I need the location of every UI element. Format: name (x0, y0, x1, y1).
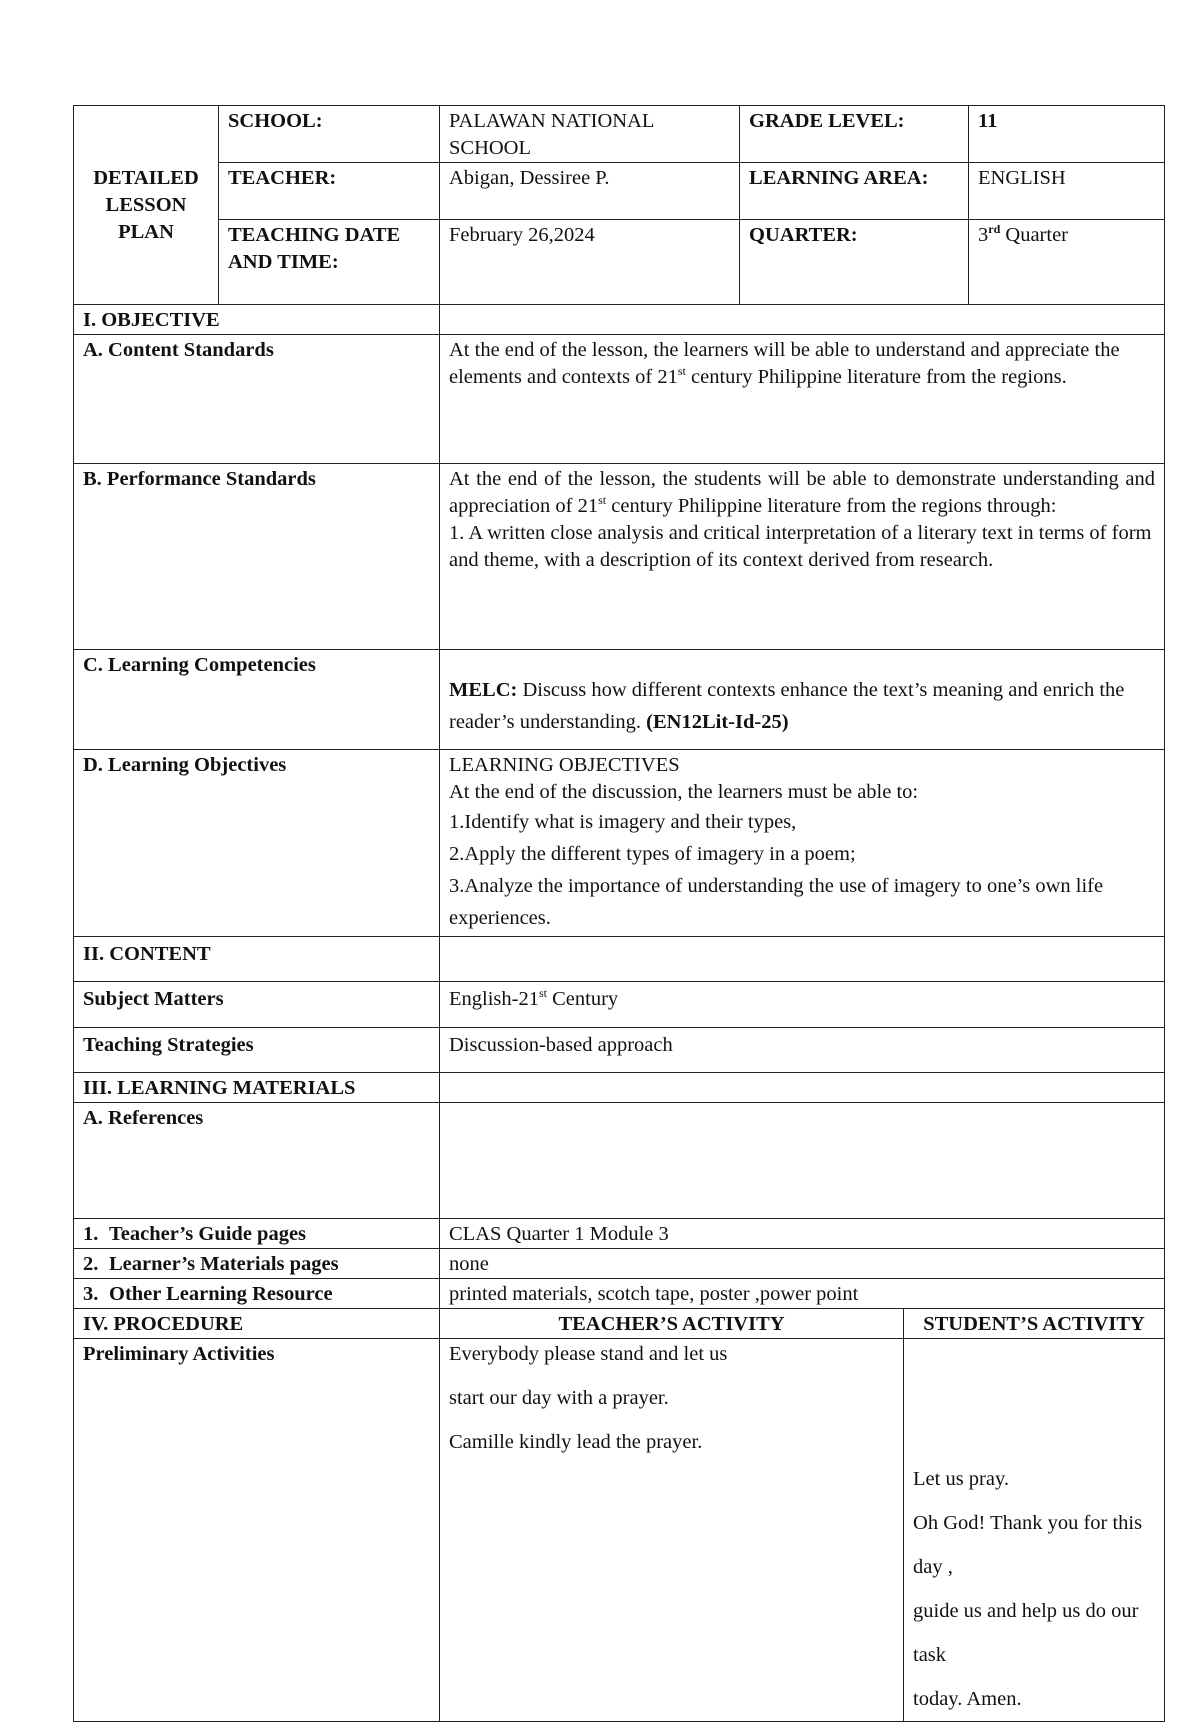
grade-value: 11 (969, 106, 1165, 163)
teacher-line: Camille kindly lead the prayer. (449, 1431, 703, 1453)
date-label: TEACHING DATE AND TIME: (219, 220, 440, 305)
competencies-text: MELC: Discuss how different contexts enhance the text’s meaning and enrich the reader’s understanding. (EN12Lit-Id-25) (440, 650, 1165, 750)
content-standards-text: At the end of the lesson, the learners will be able to understand and appreciate the elements and contexts of 21st century Philippine literature from the regions. (440, 335, 1165, 464)
references-label: A. References (74, 1103, 440, 1219)
date-value: February 26,2024 (440, 220, 740, 305)
objectives-label: D. Learning Objectives (74, 750, 440, 937)
lesson-plan-page (73, 105, 1164, 1722)
subject-label: Subject Matters (74, 982, 440, 1028)
competencies-label: C. Learning Competencies (74, 650, 440, 750)
other-resource-label: 3. Other Learning Resource (74, 1279, 440, 1309)
objective-heading-blank (440, 305, 1165, 335)
teacher-line: Everybody please stand and let us (449, 1343, 728, 1365)
area-value: ENGLISH (969, 163, 1165, 220)
area-label: LEARNING AREA: (740, 163, 969, 220)
quarter-value: 3rd Quarter (969, 220, 1165, 305)
lesson-plan-table (73, 105, 1165, 1722)
learners-materials-label: 2. Learner’s Materials pages (74, 1249, 440, 1279)
objective-item: 3.Analyze the importance of understanding the use of imagery to one’s own life experiences. (449, 875, 1104, 929)
preliminary-activities-label: Preliminary Activities (74, 1339, 440, 1722)
procedure-heading: IV. PROCEDURE (74, 1309, 440, 1339)
teacher-line: start our day with a prayer. (449, 1387, 669, 1409)
materials-heading-blank (440, 1073, 1165, 1103)
student-line: today. Amen. (913, 1688, 1022, 1710)
school-value: PALAWAN NATIONAL SCHOOL (440, 106, 740, 163)
teachers-guide-label: 1. Teacher’s Guide pages (74, 1219, 440, 1249)
teacher-activity-header: TEACHER’S ACTIVITY (440, 1309, 904, 1339)
content-heading-blank (440, 937, 1165, 982)
performance-item: 1. A written close analysis and critical interpretation of a literary text in terms of form and theme, with a description of its context derived from research. (449, 522, 1152, 571)
student-line: Oh God! Thank you for this day , (913, 1512, 1143, 1578)
grade-label: GRADE LEVEL: (740, 106, 969, 163)
objectives-intro: At the end of the discussion, the learners must be able to: (449, 781, 919, 803)
teachers-guide-value: CLAS Quarter 1 Module 3 (440, 1219, 1165, 1249)
objectives-heading: LEARNING OBJECTIVES (449, 754, 680, 776)
plan-title: DETAILED LESSON PLAN (74, 106, 219, 305)
other-resource-value: printed materials, scotch tape, poster ,power point (440, 1279, 1165, 1309)
objective-item: 1.Identify what is imagery and their types, (449, 811, 797, 833)
school-label: SCHOOL: (219, 106, 440, 163)
teacher-value: Abigan, Dessiree P. (440, 163, 740, 220)
student-line: guide us and help us do our task (913, 1600, 1139, 1666)
performance-standards-text: At the end of the lesson, the students will be able to demonstrate understanding and appreciation of 21st century Philippine literature from the regions through: 1. A written close analysis and critical interpretation of a literary text in terms of form and theme, with a description of its context derived from research. (440, 464, 1165, 650)
content-heading: II. CONTENT (74, 937, 440, 982)
teacher-label: TEACHER: (219, 163, 440, 220)
objective-heading: I. OBJECTIVE (74, 305, 440, 335)
strategies-label: Teaching Strategies (74, 1028, 440, 1073)
student-activity-cell (904, 1339, 1165, 1722)
objectives-text (440, 750, 1165, 937)
subject-value: English-21st Century (440, 982, 1165, 1028)
references-blank (440, 1103, 1165, 1219)
strategies-value: Discussion-based approach (440, 1028, 1165, 1073)
objective-item: 2.Apply the different types of imagery in a poem; (449, 843, 856, 865)
performance-standards-label: B. Performance Standards (74, 464, 440, 650)
content-standards-label: A. Content Standards (74, 335, 440, 464)
student-activity-header: STUDENT’S ACTIVITY (904, 1309, 1165, 1339)
learners-materials-value: none (440, 1249, 1165, 1279)
quarter-label: QUARTER: (740, 220, 969, 305)
materials-heading: III. LEARNING MATERIALS (74, 1073, 440, 1103)
student-line: Let us pray. (913, 1468, 1010, 1490)
teacher-activity-cell (440, 1339, 904, 1722)
